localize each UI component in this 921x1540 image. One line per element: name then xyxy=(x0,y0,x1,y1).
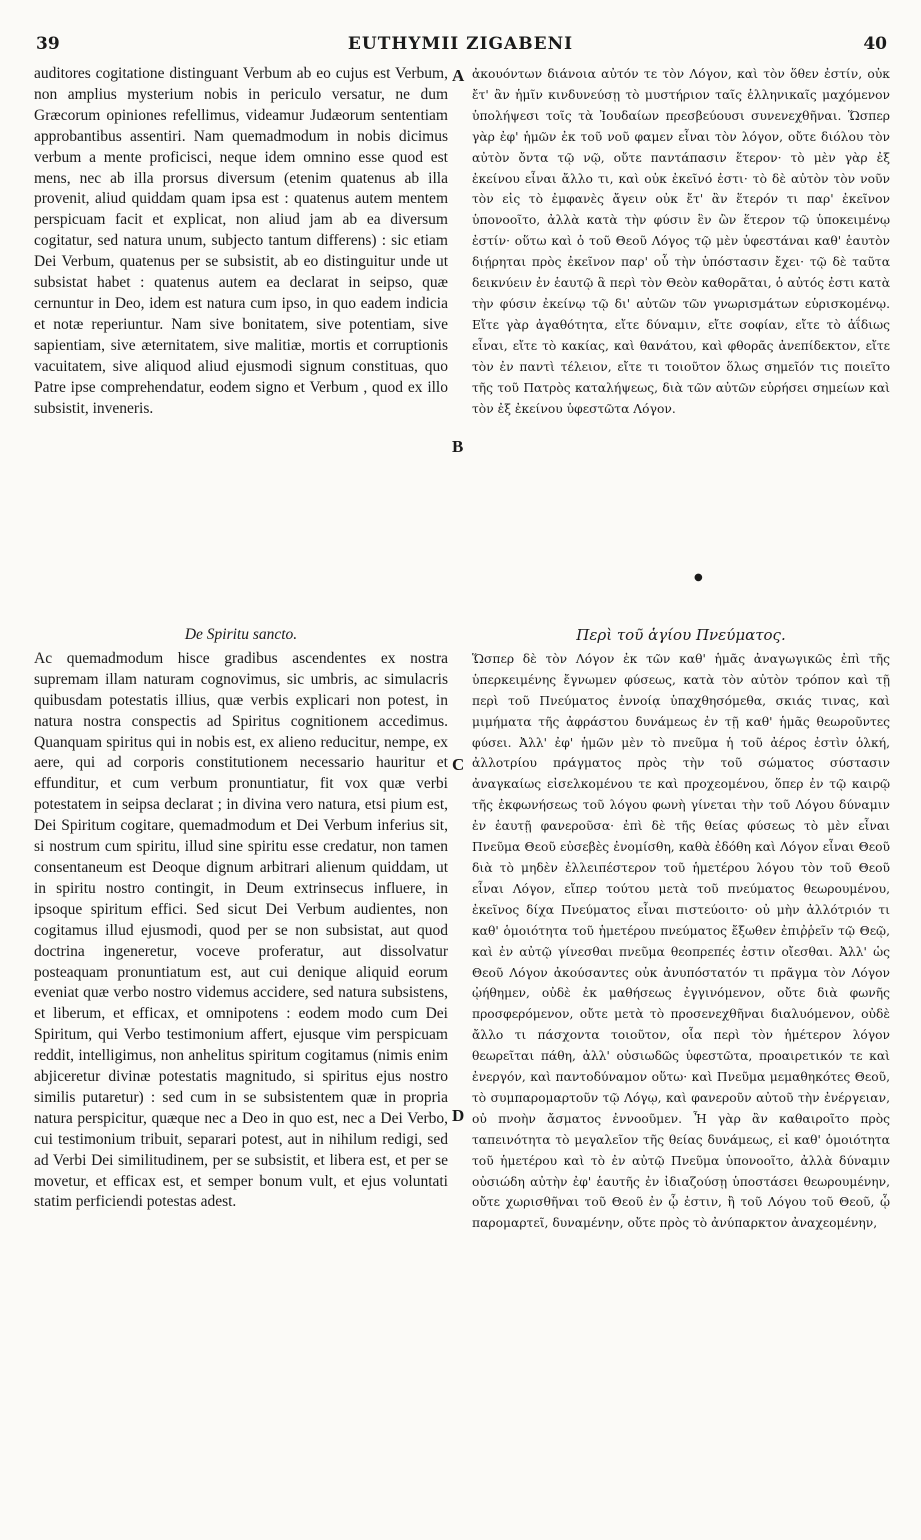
greek-section-title: Περὶ τοῦ ἁγίου Πνεύματος. xyxy=(576,626,786,644)
margin-marker-b: B xyxy=(452,437,464,456)
separator-dot: ● xyxy=(694,572,703,583)
latin-section-title: De Spiritu sancto. xyxy=(184,626,298,643)
latin-paragraph: auditores cogitatione distinguant Verbum ab eo cujus est Verbum, non amplius mysterium nobis in periculo versatur, ne dum Græcorum opiniones refellimus, videamur Judæorum sententiam approbantibus assentiri. Nam quemadmodum in nobis dicimus verbum a mente proficisci, neque idem omnino esse quod est mens, nec ab illa prorsus diversum (etenim quatenus ab illa provenit, aliud quiddam quam ipsa est : quatenus autem mentem perspicuam facit et explicat, non aliud jam ab ea diversum cogitatur, sed natura unum, subjecto tantum differens) : sic etiam Dei Verbum, quatenus per se subsistit, ab eo distinguitur unde ut subsistat habet : quatenus autem ea declarat in seipso, quæ cernuntur in Deo, idem est natura cum ipso, in quo eadem indicia et notæ reperiuntur. Nam sive bonitatem, sive potentiam, sive sapientiam, sive æternitatem, sive malitiæ, mortis et corruptionis vacuitatem, sive aliquod aliud ejusmodi signum constituas, quo Patre ipse comprehendatur, eodem signo et Verbum , quod ex illo subsistit, inveneris. xyxy=(34,65,448,417)
greek-column-top xyxy=(472,64,890,419)
margin-marker-a: A xyxy=(452,66,465,85)
margin-marker-d: D xyxy=(452,1106,465,1125)
latin-column-section xyxy=(34,625,448,1213)
latin-section-paragraph: Ac quemadmodum hisce gradibus ascendentes ex nostra supremam illam naturam cognovimus, sic umbris, ac simulacris quibusdam potestatis illius, quæ verbis explicari non potest, in natura nostra conspectis ad Spiritus cognitionem accedimus. Quanquam spiritus qui in nobis est, ex alieno reducitur, nempe, ex aere, qui ad corporis constitutionem necessario hauritur et effunditur, et cum verbum pronuntiatur, fit vox quæ verbi potestatem in seipsa declarat ; in divina vero natura, etsi pium est, Dei Spiritum cogitare, quemadmodum et Dei Verbum inferius sit, si nostrum cum spiritu, illud sine spiritu esse credatur, non tamen consentaneum est Deoque dignum arbitrari alienum quiddam, ut in spiritu nostro contingit, in Deum extrinsecus influere, in ipsoque spiritum effici. Sed sicut Dei Verbum audientes, non cogitamus illud ejusmodi, quod per se non subsistat, aut quod doctrina ingeneretur, voceve proferatur, aut dissolvatur posteaquam pronuntiatum est, aut cui denique aliquid eorum eveniat quæ verbo nostro videmus accidere, sed natura subsistens, et liberum, et efficax, et omnipotens : eodem modo cum Dei Spiritum, qui Verbo testimonium affert, ejusque vim perspicuam reddit, intelligimus, non anhelitus spiritum cogitamus (nimis enim abjiceretur divinæ potestatis magnitudo, si spiritus ejus nostro similis putaretur) : sed cum in se subsistentem quæ in propria natura perspicitur, quæque nec a Deo in quo est, nec a Dei Verbo, cui testimonium tribuit, separari potest, aut in nihilum redigi, sed ad Verbi Dei similitudinem, per se subsistit, et libera est, et per se movetur, et efficax est, et semper bonum vult, et ejus voluntati statim perficiendi potestas adest. xyxy=(34,649,448,1211)
running-title: EUTHYMII ZIGABENI xyxy=(347,34,574,54)
greek-section-paragraph: Ὥσπερ δὲ τὸν Λόγον ἐκ τῶν καθ' ἡμᾶς ἀναγωγικῶς ἐπὶ τῆς ὑπερκειμένης ἔγνωμεν φύσεως, κατὰ τὸν αὐτὸν τρόπον καὶ τῇ περὶ τοῦ Πνεύματος ἐννοίᾳ ὑπαχθησόμεθα, σκιάς τινας, καὶ μιμήματα τῆς ἀφράστου δυνάμεως ἐν τῇ καθ' ἡμᾶς θεωροῦντες φύσει. Ἀλλ' ἐφ' ἡμῶν μὲν τὸ πνεῦμα ἡ τοῦ ἀέρος ἐστὶν ὁλκή, ἀλλοτρίου πράγματος πρὸς τὴν τοῦ σώματος σύστασιν ἀναγκαίως εἰσελκομένου τε καὶ προχεομένου, ὅπερ ἐν τῷ καιρῷ τῆς ἐκφωνήσεως τοῦ λόγου φωνὴ γίνεται τὴν τοῦ Λόγου δύναμιν ἐν ἑαυτῇ φανεροῦσα· ἐπὶ δὲ τῆς θείας φύσεως τὸ μὲν εἶναι Πνεῦμα Θεοῦ εὐσεβὲς ἐνομίσθη, καθὰ ἐδόθη καὶ Λόγον εἶναι Θεοῦ διὰ τὸ μηδὲν ἐλλειπέστερον τοῦ ἡμετέρου λόγου τὸν τοῦ Θεοῦ εἶναι Λόγον, εἴπερ τούτου μετὰ τοῦ πνεύματος θεωρουμένου, ἐκεῖνος δίχα Πνεύματος εἶναι πιστεύοιτο· οὐ μὴν ἀλλότριόν τι καθ' ὁμοιότητα τοῦ ἡμετέρου πνεύματος ἔξωθεν ἐπιῤῥεῖν τῷ Θεῷ, καὶ ἐν αὐτῷ γίνεσθαι πνεῦμα θεοπρεπές ἐστιν οἴεσθαι. Ἀλλ' ὡς Θεοῦ Λόγον ἀκούσαντες οὐκ ἀνυπόστατόν τι πρᾶγμα τὸν Λόγον ᾠήθημεν, οὐδὲ ἐκ μαθήσεως ἐγγινόμενον, οὔτε διὰ φωνῆς προσφερόμενον, οὔτε μετὰ τὸ προσενεχθῆναι διαλυόμενον, οὐδὲ ἄλλο τι πάσχοντα τοιοῦτον, οἷα περὶ τὸν ἡμέτερον λόγον θεωρεῖται πάθη, ἀλλ' οὐσιωδῶς ὑφεστῶτα, προαιρετικόν τε καὶ ἐνεργόν, καὶ παντοδύναμον οὕτω· καὶ Πνεῦμα μεμαθηκότες Θεοῦ, τὸ συμπαρομαρτοῦν τῷ Λόγῳ, καὶ φανεροῦν αὐτοῦ τὴν ἐνέργειαν, οὐ πνοὴν ἄσματος ἐννοοῦμεν. Ἦ γὰρ ἂν καθαιροῖτο πρὸς ταπεινότητα τὸ μεγαλεῖον τῆς θείας δυνάμεως, εἰ καθ' ὁμοιότητα τοῦ ἡμετέρου καὶ τὸ ἐν αὐτῷ Πνεῦμα ὑπονοοῖτο, ἀλλὰ δύναμιν οὐσιώδη αὐτὴν ἐφ' ἑαυτῆς ἐν ἰδιαζούσῃ ὑποστάσει θεωρουμένην, οὔτε χωρισθῆναι τοῦ Θεοῦ ἐν ᾧ ἐστιν, ἢ τοῦ Λόγου τοῦ Θεοῦ, ᾧ παρομαρτεῖ, δυναμένην, οὔτε πρὸς τὸ ἀνύπαρκτον ἀναχεομένην, xyxy=(472,651,890,1231)
greek-column-section xyxy=(472,625,890,1234)
page-number-left: 39 xyxy=(36,34,60,54)
page-number-right: 40 xyxy=(863,34,887,54)
margin-marker-c: C xyxy=(452,755,465,774)
greek-paragraph: ἀκουόντων διάνοια αὐτόν τε τὸν Λόγον, καὶ τὸν ὅθεν ἐστίν, οὐκ ἔτ' ἂν ἡμῖν κινδυνεύσῃ τὸ μυστήριον ταῖς ἑλληνικαῖς μαχόμενον ὑπολήψεσι τοῖς τὰ Ἰουδαίων πρεσβεύουσι συνενεχθῆναι. Ὥσπερ γὰρ ἐφ' ἡμῶν ἐκ τοῦ νοῦ φαμεν εἶναι τὸν λόγον, οὔτε διόλου τὸν αὐτὸν ὄντα τῷ νῷ, οὔτε παντάπασιν ἕτερον· τὸ μὲν γὰρ ἐξ ἐκείνου εἶναι ἄλλο τι, καὶ οὐκ ἐκεῖνό ἐστι· τὸ δὲ αὐτὸν τὸν νοῦν τὸν εἰς τὸ ἐμφανὲς ἄγειν οὐκ ἔτ' ἂν ἕτερόν τι παρ' ἐκεῖνον ὑπονοοῖτο, ἀλλὰ κατὰ τὴν φύσιν ἓν ὢν ἕτερον τῷ ὑποκειμένῳ ἐστίν· οὕτω καὶ ὁ τοῦ Θεοῦ Λόγος τῷ μὲν ὑφεστάναι καθ' ἑαυτὸν διῄρηται πρὸς ἐκεῖνον παρ' οὗ τὴν ὑπόστασιν ἔχει· τῷ δὲ ταῦτα δεικνύειν ἐν ἑαυτῷ ἃ περὶ τὸν Θεὸν καθορᾶται, ὁ αὐτός ἐστι κατὰ τὴν φύσιν ἐκείνῳ τῷ δι' αὐτῶν τῶν γνωρισμάτων εὑρισκομένῳ. Εἴτε γὰρ ἀγαθότητα, εἴτε δύναμιν, εἴτε σοφίαν, εἴτε τὸ ἀΐδιως εἶναι, εἴτε τὸ κακίας, καὶ θανάτου, καὶ φθορᾶς ἀνεπίδεκτον, εἴτε τὸν ἐν παντὶ τέλειον, εἴτε τι τοιοῦτον ὅλως σημεῖόν τις ποιεῖτο τῆς τοῦ Πατρὸς καταλήψεως, διὰ τῶν αὐτῶν εὑρήσει σημείων καὶ τὸν ἐξ ἐκείνου ὑφεστῶτα Λόγον. xyxy=(472,67,890,416)
latin-column-top xyxy=(34,64,448,419)
